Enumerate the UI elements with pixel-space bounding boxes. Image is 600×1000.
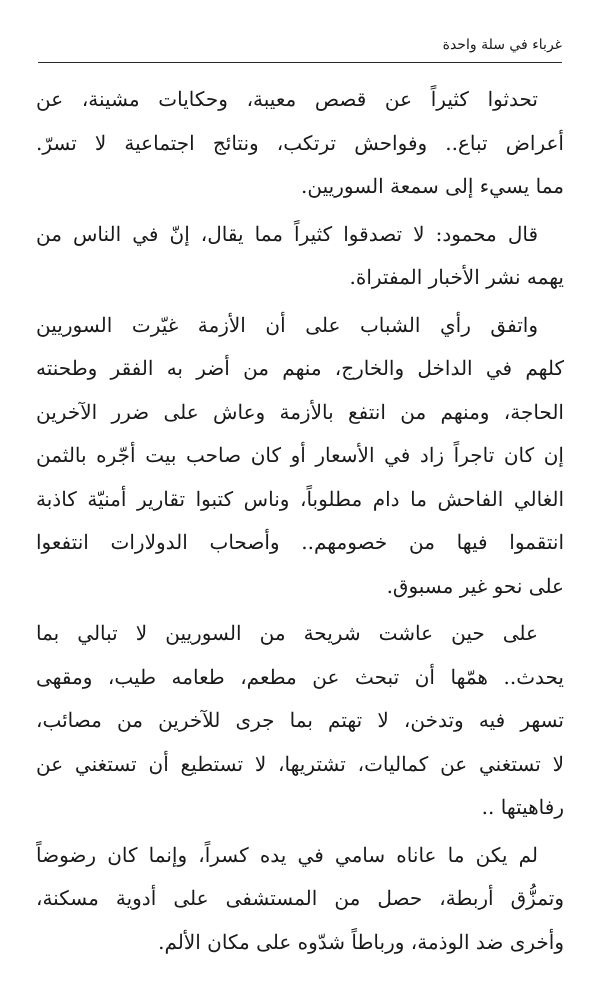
text-line: قال محمود: لا تصدقوا كثيراً مما يقال، إنّ في الناس من (36, 221, 538, 246)
text-line: الغالي الفاحش ما دام مطلوباً، وناس كتبوا تقارير أمنيّة كاذبة (36, 486, 564, 511)
text-line: أعراض تباع.. وفواحش ترتكب، ونتائج اجتماعية لا تسرّ. (36, 130, 564, 155)
paragraph (36, 834, 564, 965)
body-text (36, 78, 564, 968)
paragraph (36, 213, 564, 300)
running-header (38, 36, 562, 63)
text-line: يحدث.. همّها أن تبحث عن مطعم، طعامه طيب، ومقهى (36, 664, 564, 689)
text-line: على حين عاشت شريحة من السوريين لا تبالي بما (36, 621, 538, 645)
text-line: إن كان تاجراً زاد في الأسعار أو كان صاحب بيت أجّره بالثمن (36, 443, 564, 467)
text-line: الحاجة، ومنهم من انتفع بالأزمة وعاش على ضرر الآخرين (36, 399, 564, 424)
text-line: مما يسيء إلى سمعة السوريين. (301, 174, 564, 198)
text-line: تحدثوا كثيراً عن قصص معيبة، وحكايات مشينة، عن (36, 87, 538, 111)
paragraph (36, 304, 564, 609)
text-line: كلهم في الداخل والخارج، منهم من أضر به الفقر وطحنته (36, 356, 564, 380)
text-line: انتقموا فيها من خصومهم.. وأصحاب الدولارات انتفعوا (36, 530, 564, 554)
text-line: وتمزُّق أربطة، حصل من المستشفى على أدوية مسكنة، (36, 886, 564, 910)
text-line: تسهر فيه وتدخن، لا تهتم بما جرى للآخرين من مصائب، (36, 708, 564, 732)
text-line: وأخرى ضد الوذمة، ورباطاً شدّوه على مكان الألم. (158, 929, 564, 954)
text-line: لا تستغني عن كماليات، تشتريها، لا تستطيع أن تستغني عن (36, 751, 564, 776)
paragraph (36, 612, 564, 830)
text-line: يهمه نشر الأخبار المفتراة. (349, 265, 564, 289)
paragraph (36, 78, 564, 209)
running-title: غرباء في سلة واحدة (442, 37, 562, 53)
text-line: واتفق رأي الشباب على أن الأزمة غيّرت السوريين (36, 312, 538, 337)
text-line: على نحو غير مسبوق. (386, 573, 564, 598)
text-line: لم يكن ما عاناه سامي في يده كسراً، وإنما كان رضوضاً (36, 842, 538, 867)
text-line: رفاهيتها .. (481, 795, 564, 819)
